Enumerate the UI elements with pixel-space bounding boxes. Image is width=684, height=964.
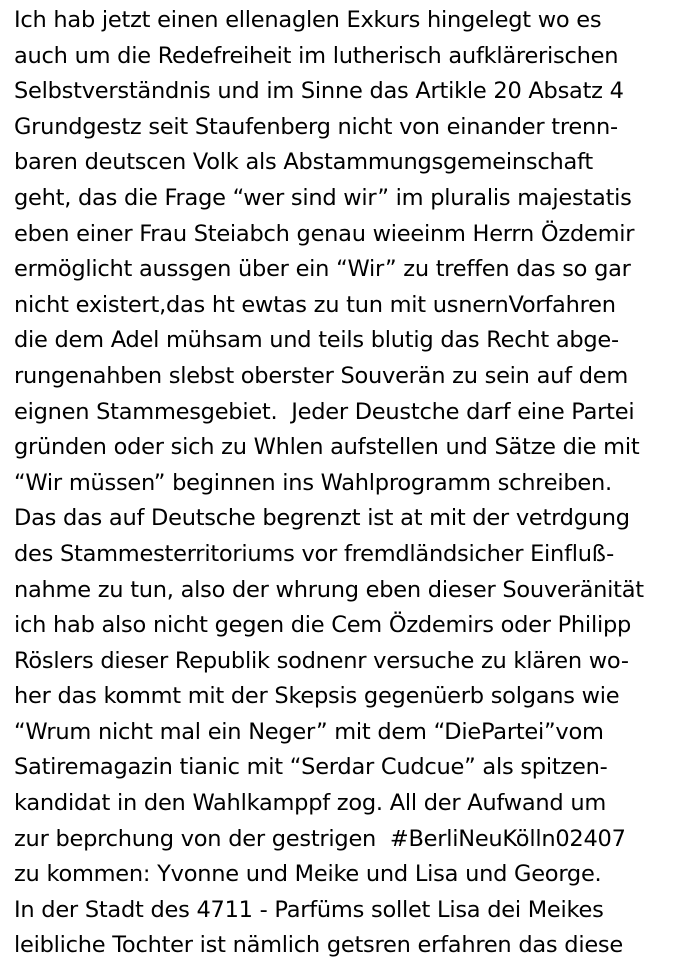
text-line: Das das auf Deutsche begrenzt ist at mit der vetrdgung	[14, 505, 630, 532]
text-line: nahme zu tun, also der whrung eben dieser Souveränität	[14, 576, 644, 603]
text-line: “Wir müssen” beginnen ins Wahlprogramm schreiben.	[14, 469, 612, 496]
text-line: Satiremagazin tianic mit “Serdar Cudcue” als spitzen-	[14, 754, 608, 781]
text-line: Selbstverständnis und im Sinne das Artikle 20 Absatz 4	[14, 78, 624, 105]
text-line: her das kommt mit der Skepsis gegenüerb solgans wie	[14, 683, 620, 710]
text-line: die dem Adel mühsam und teils blutig das Recht abge-	[14, 327, 619, 354]
text-line: kandidat in den Wahlkamppf zog. All der Aufwand um	[14, 790, 607, 817]
text-line: “Wrum nicht mal ein Neger” mit dem “DiePartei”vom	[14, 718, 604, 745]
text-line: Ich hab jetzt einen ellenaglen Exkurs hingelegt wo es	[14, 7, 602, 33]
text-line: gründen oder sich zu Whlen aufstellen und Sätze die mit	[14, 434, 640, 461]
body-text	[14, 3, 682, 964]
text-line: eignen Stammesgebiet. Jeder Deustche darf eine Partei	[14, 398, 635, 425]
text-line: In der Stadt des 4711 - Parfüms sollet Lisa dei Meikes	[14, 896, 604, 923]
text-line: ich hab also nicht gegen die Cem Özdemirs oder Philipp	[14, 612, 632, 639]
text-line: zu kommen: Yvonne und Meike und Lisa und George.	[14, 861, 602, 888]
text-line: ermöglicht aussgen über ein “Wir” zu treffen das so gar	[14, 256, 631, 283]
text-line: zur beprchung von der gestrigen #BerliNeuKölln02407	[14, 825, 626, 852]
text-line: des Stammesterritoriums vor fremdländsicher Einfluß-	[14, 540, 614, 567]
text-line: geht, das die Frage “wer sind wir” im pluralis majestatis	[14, 184, 632, 211]
text-line: auch um die Redefreiheit im lutherisch aufklärerischen	[14, 42, 619, 69]
text-line: Grundgestz seit Staufenberg nicht von einander trenn-	[14, 113, 618, 140]
text-line: Röslers dieser Republik sodnenr versuche zu klären wo-	[14, 647, 629, 674]
text-line: leibliche Tochter ist nämlich getsren erfahren das diese	[14, 932, 623, 959]
text-line: eben einer Frau Steiabch genau wieeinm Herrn Özdemir	[14, 220, 635, 247]
text-line: baren deutscen Volk als Abstammungsgemeinschaft	[14, 149, 593, 176]
text-line: rungenahben slebst oberster Souverän zu sein auf dem	[14, 362, 629, 389]
text-line: nicht existert,das ht ewtas zu tun mit usnernVorfahren	[14, 291, 616, 318]
